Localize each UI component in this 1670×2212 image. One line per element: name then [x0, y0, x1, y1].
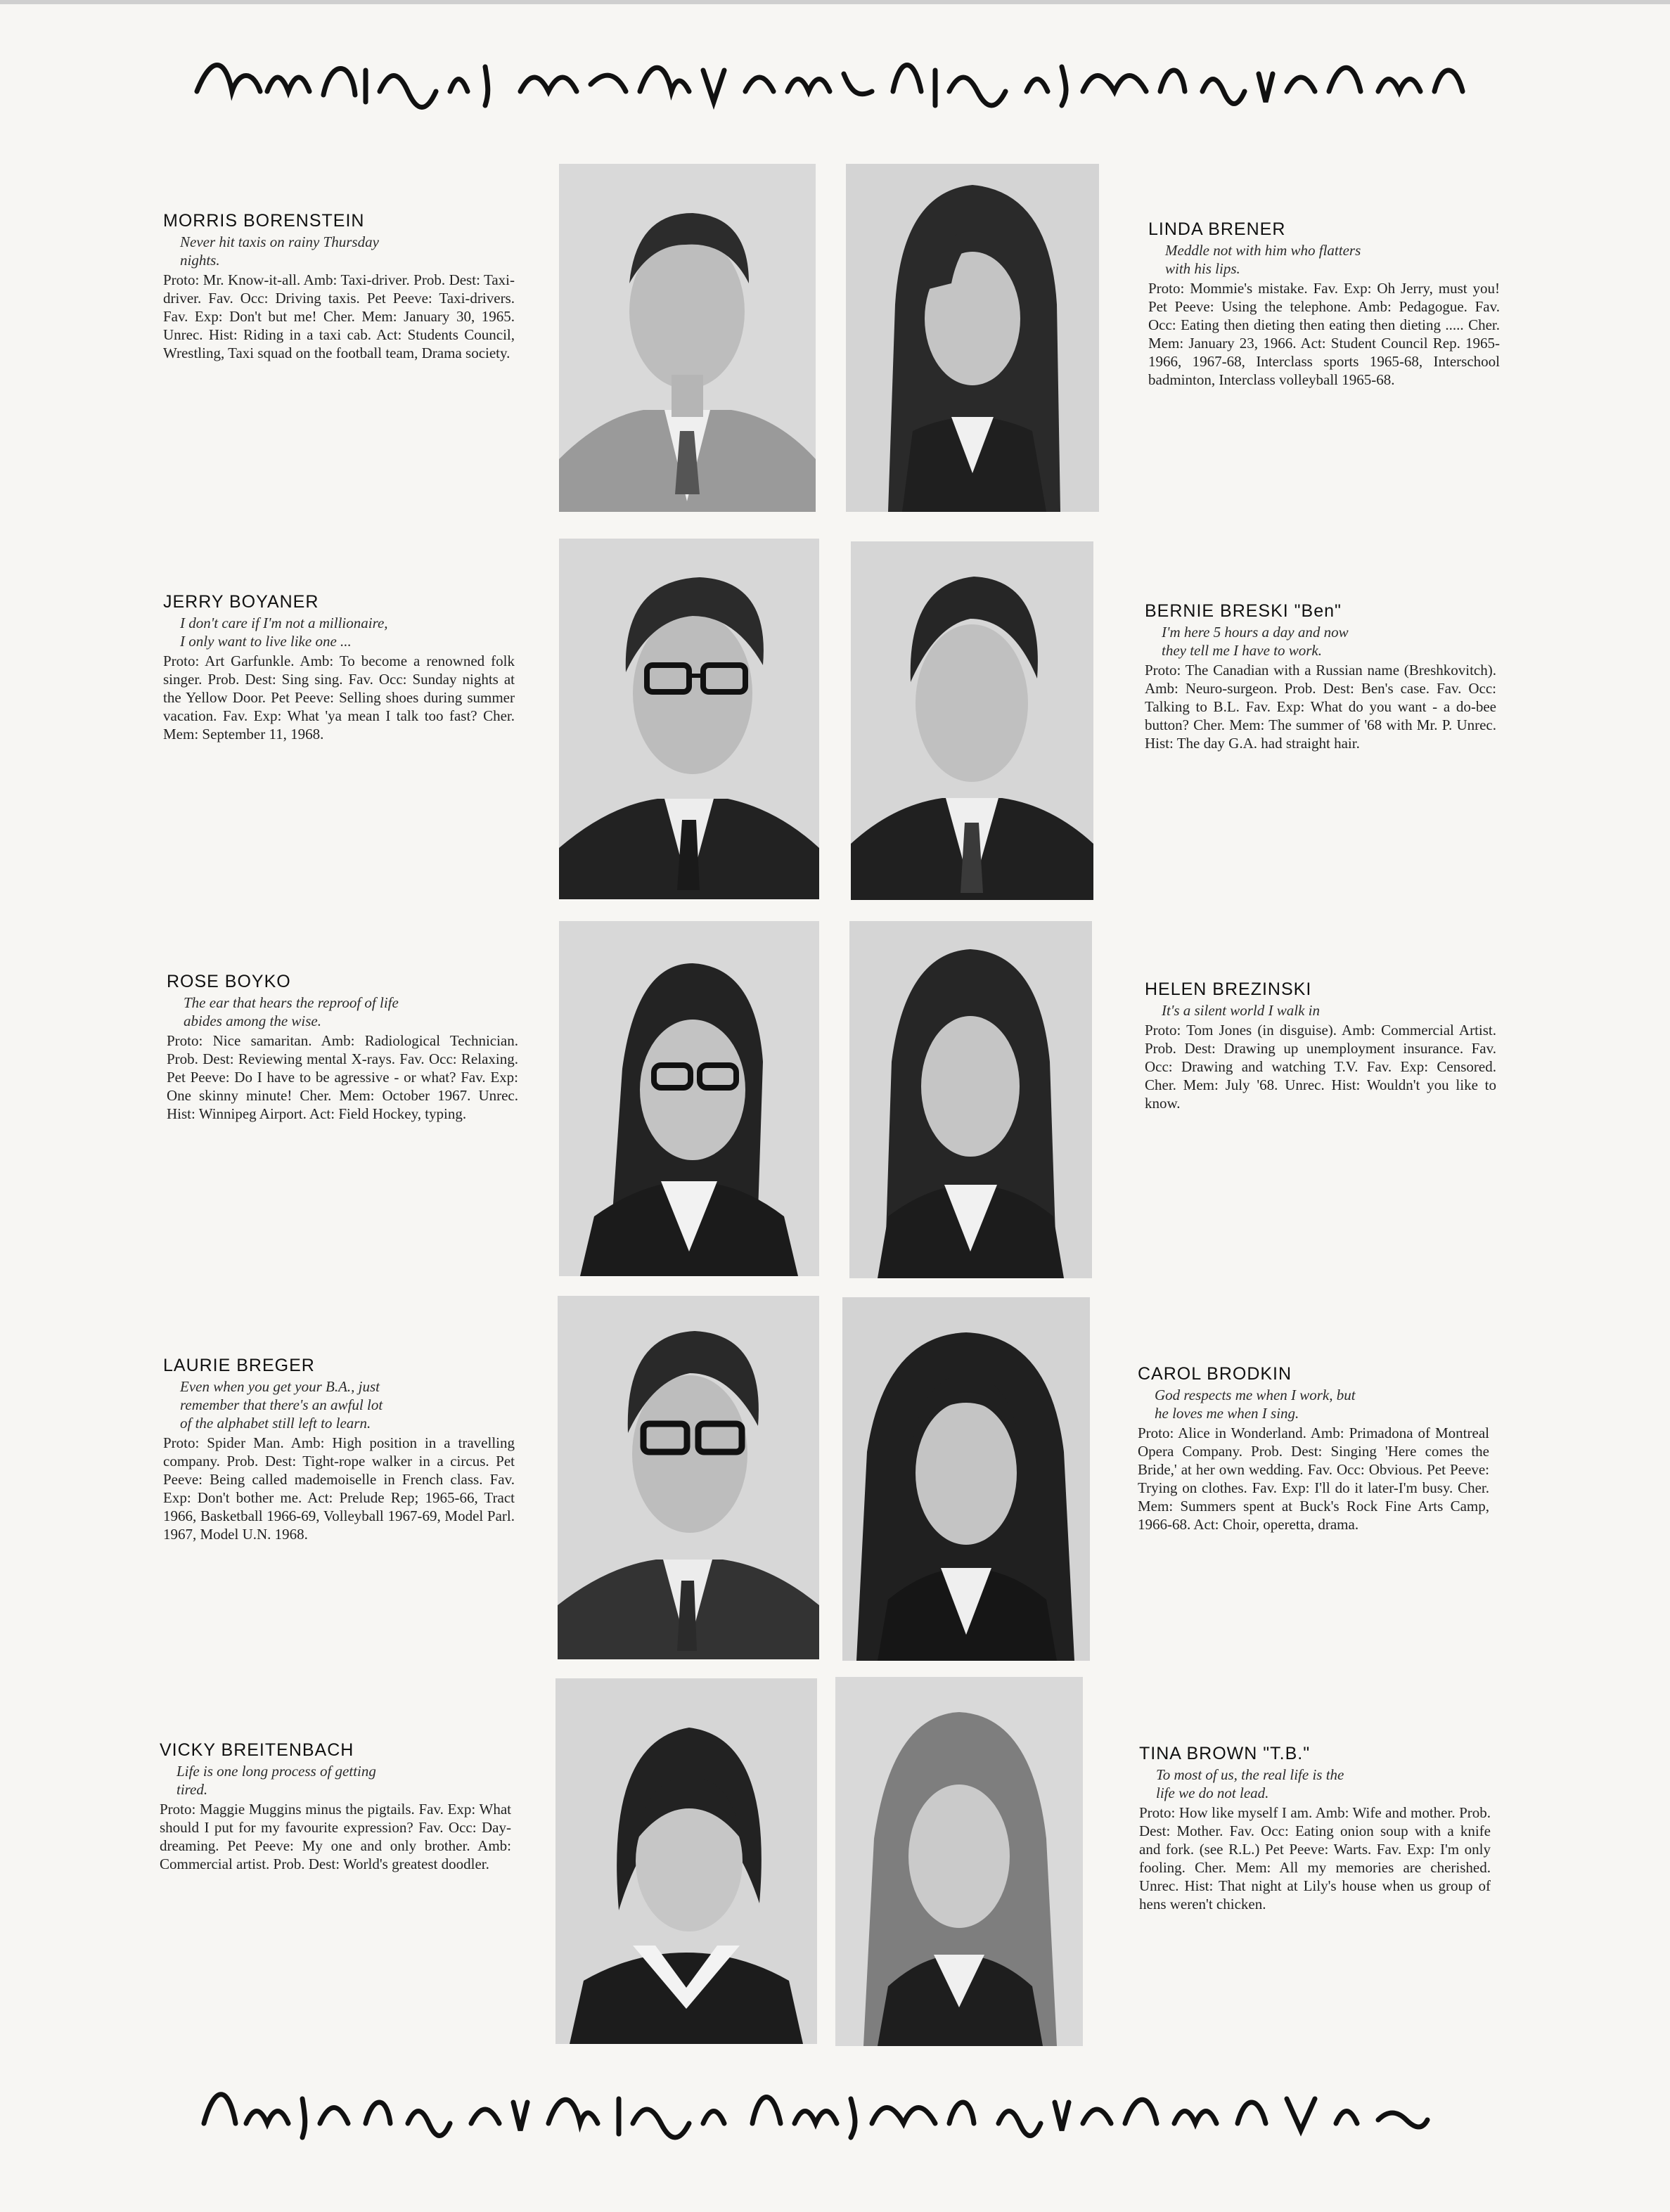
student-entry-tina-brown: [1139, 1744, 1491, 1913]
student-name: LAURIE BREGER: [163, 1356, 315, 1375]
portrait-photo-carol-brodkin: [842, 1297, 1090, 1661]
student-quote: I don't care if I'm not a millionaire, I only want to live like one ...: [180, 615, 388, 650]
student-entry-linda-brener: [1148, 219, 1500, 389]
student-quote: Meddle not with him who flatters with his lips.: [1165, 242, 1361, 277]
student-bio: Proto: Art Garfunkle. Amb: To become a renowned folk singer. Prob. Dest: Sing sing. Fav. Occ: Sunday nights at the Yellow Door. Pet Peeve: Selling shoes during summer vacation. Fav. Exp: What 'ya mean I talk too fast? Cher. Mem: September 11, 1968.: [163, 652, 515, 742]
student-bio: Proto: Nice samaritan. Amb: Radiological Technician. Prob. Dest: Reviewing mental X-rays. Fav. Occ: Relaxing. Pet Peeve: Do I have to be agressive - or what? Fav. Exp: One skinny minute! Cher. Mem: October 1967. Unrec. Hist: Winnipeg Airport. Act: Field Hockey, typing.: [167, 1032, 518, 1122]
portrait-photo-rose-boyko: [559, 921, 819, 1276]
student-bio: Proto: Tom Jones (in disguise). Amb: Commercial Artist. Prob. Dest: Drawing up unemployment insurance. Fav. Occ: Drawing and watching T.V. Fav. Exp: Censored. Cher. Mem: July '68. Unrec. Hist: Wouldn't you like to know.: [1145, 1022, 1496, 1112]
student-entry-bernie-breski: [1145, 601, 1496, 752]
student-bio: Proto: The Canadian with a Russian name (Breshkovitch). Amb: Neuro-surgeon. Prob. Dest: Ben's case. Fav. Occ: Talking to B.L. Fav. Exp: What do you want - a do-bee button? Cher. Mem: The summer of '68 with Mr. P. Unrec. Hist: The day G.A. had straight hair.: [1145, 662, 1496, 752]
portrait-photo-laurie-breger: [558, 1296, 819, 1659]
top-script-banner: [190, 42, 1477, 120]
student-quote: To most of us, the real life is the life we do not lead.: [1156, 1766, 1344, 1801]
student-bio: Proto: Alice in Wonderland. Amb: Primadona of Montreal Opera Company. Prob. Dest: Singing 'Here comes the Bride,' at her own wedding. Fav. Occ: Obvious. Pet Peeve: Trying on clothes. Fav. Exp: I'll do it later-I'm busy. Cher. Mem: Summers spent at Buck's Rock Fine Arts Camp, 1966-68. Act: Choir, operetta, drama.: [1138, 1425, 1489, 1533]
student-bio: Proto: Spider Man. Amb: High position in a travelling company. Prob. Dest: Tight-rope walker in a circus. Pet Peeve: Being called mademoiselle in French class. Fav. Exp: Don't bother me. Act: Prelude Rep; 1965-66, Tract 1966, Basketball 1966-69, Volleyball 1967-69, Model Parl. 1967, Model U.N. 1968.: [163, 1434, 515, 1543]
script-lettering-bottom: [197, 2071, 1434, 2148]
portrait-photo-linda-brener: [846, 164, 1099, 512]
student-bio: Proto: How like myself I am. Amb: Wife and mother. Prob. Dest: Mother. Fav. Occ: Eating onion soup with a knife and fork. (see R.L.) Pet Peeve: Warts. Fav. Exp: I'm only fooling. Cher. Mem: All my memories are cherished. Unrec. Hist: That night at Lily's house when us group of hens weren't chicken.: [1139, 1804, 1491, 1912]
portrait-photo-vicky-breitenbach: [555, 1678, 817, 2044]
portrait-photo-morris-borenstein: [559, 164, 816, 512]
bottom-script-banner: [197, 2071, 1434, 2148]
student-name: HELEN BREZINSKI: [1145, 979, 1312, 999]
student-name: JERRY BOYANER: [163, 592, 319, 612]
student-entry-morris-borenstein: [163, 211, 515, 362]
student-bio: Proto: Mr. Know-it-all. Amb: Taxi-driver. Prob. Dest: Taxi-driver. Fav. Occ: Driving taxis. Pet Peeve: Taxi-drivers. Fav. Exp: Don't but me! Cher. Mem: January 30, 1965. Unrec. Hist: Riding in a taxi cab. Act: Students Council, Wrestling, Taxi squad on the football team, Drama society.: [163, 271, 515, 361]
student-name: CAROL BRODKIN: [1138, 1364, 1292, 1384]
student-name: BERNIE BRESKI "Ben": [1145, 601, 1342, 621]
student-quote: Never hit taxis on rainy Thursday nights.: [180, 233, 379, 269]
student-entry-laurie-breger: [163, 1356, 515, 1543]
student-quote: The ear that hears the reproof of life abides among the wise.: [184, 994, 399, 1029]
student-name: MORRIS BORENSTEIN: [163, 211, 365, 231]
student-entry-vicky-breitenbach: [160, 1740, 511, 1873]
student-name: LINDA BRENER: [1148, 219, 1286, 239]
page-top-edge: [0, 0, 1670, 4]
portrait-photo-jerry-boyaner: [559, 539, 819, 899]
student-entry-carol-brodkin: [1138, 1364, 1489, 1533]
student-entry-helen-brezinski: [1145, 979, 1496, 1112]
student-quote: I'm here 5 hours a day and now they tell me I have to work.: [1162, 624, 1349, 659]
student-bio: Proto: Mommie's mistake. Fav. Exp: Oh Jerry, must you! Pet Peeve: Using the telephone. Amb: Pedagogue. Fav. Occ: Eating then dieting then eating then dieting ..... Cher. Mem: January 23, 1966. Act: Student Council Rep. 1965-1966, 1967-68, Interclass sports 1965-68, Interschool badminton, Interclass volleyball 1965-68.: [1148, 280, 1500, 388]
student-quote: Life is one long process of getting tired.: [176, 1763, 376, 1798]
script-lettering-top: [190, 42, 1477, 120]
student-name: VICKY BREITENBACH: [160, 1740, 354, 1760]
student-name: TINA BROWN "T.B.": [1139, 1744, 1311, 1763]
student-quote: God respects me when I work, but he loves me when I sing.: [1155, 1387, 1356, 1422]
student-name: ROSE BOYKO: [167, 972, 291, 991]
portrait-photo-tina-brown: [835, 1677, 1083, 2046]
student-entry-rose-boyko: [167, 972, 518, 1123]
student-bio: Proto: Maggie Muggins minus the pigtails. Fav. Exp: What should I put for my favourite expression? Fav. Occ: Day-dreaming. Pet Peeve: My one and only brother. Amb: Commercial artist. Prob. Dest: World's greatest doodler.: [160, 1801, 511, 1872]
student-quote: It's a silent world I walk in: [1162, 1002, 1320, 1019]
portrait-photo-helen-brezinski: [849, 921, 1092, 1278]
portrait-photo-bernie-breski: [851, 541, 1093, 900]
student-quote: Even when you get your B.A., just remember that there's an awful lot of the alphabet still left to learn.: [180, 1378, 383, 1432]
student-entry-jerry-boyaner: [163, 592, 515, 743]
